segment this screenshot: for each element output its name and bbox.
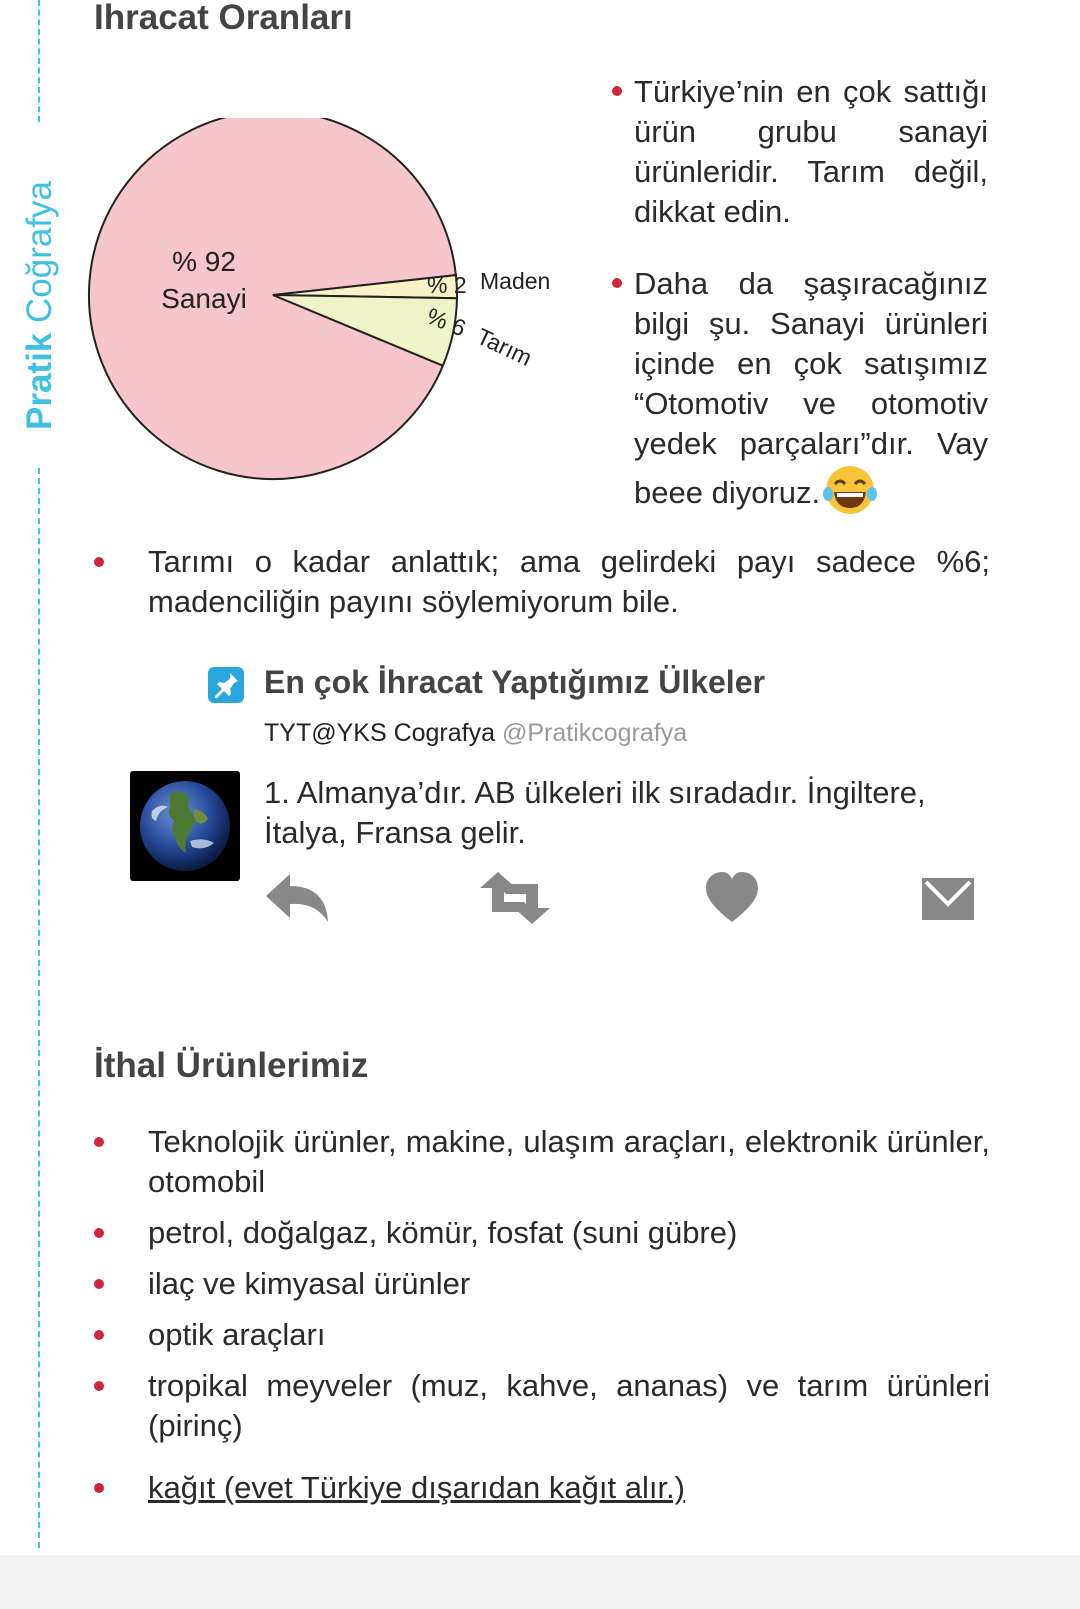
bullet-dot-icon — [94, 1330, 104, 1340]
list-item: petrol, doğalgaz, kömür, fosfat (suni gübre) — [94, 1213, 990, 1253]
pie-value-tarim: % 6 — [423, 302, 470, 342]
bullet-dot-icon — [94, 557, 104, 567]
export-pie-chart — [80, 118, 560, 498]
list-item: tropikal meyveler (muz, kahve, ananas) ve tarım ürünleri (pirinç) — [94, 1366, 990, 1446]
pushpin-icon — [208, 667, 244, 703]
list-item: Daha da şaşıracağınız bilgi şu. Sanayi ürünleri içinde en çok satışımız “Otomotiv ve otomotiv yedek parçaları”dır. Vay beee diyoruz. — [612, 264, 988, 526]
sidebar-title: Pratik Coğrafya — [20, 180, 59, 430]
pie-label-sanayi: Sanayi — [161, 283, 247, 314]
bullet-dot-icon — [94, 1279, 104, 1289]
tweet-author-name: TYT@YKS Cografya — [264, 719, 496, 747]
page-bottom-shade — [0, 1555, 1080, 1609]
agriculture-note-list — [94, 542, 990, 622]
section-title-imports: İthal Ürünlerimiz — [94, 1046, 369, 1085]
sidebar-dashed-line-bottom — [38, 468, 40, 1548]
section-title-exports: Ihracat Oranları — [94, 0, 353, 37]
tweet-text: 1. Almanya’dır. AB ülkeleri ilk sıradadır. İngiltere, İtalya, Fransa gelir. — [264, 775, 926, 850]
list-item: optik araçları — [94, 1315, 990, 1355]
pie-value-sanayi: % 92 — [172, 246, 236, 277]
message-icon[interactable] — [920, 876, 976, 922]
list-item: Teknolojik ürünler, makine, ulaşım araçları, elektronik ürünler, otomobil — [94, 1122, 990, 1202]
bullet-dot-icon — [612, 278, 622, 288]
tweet-title: En çok İhracat Yaptığımız Ülkeler — [264, 664, 765, 700]
list-item: Türkiye’nin en çok sattığı ürün grubu sanayi ürünleridir. Tarım değil, dikkat edin. — [612, 72, 988, 232]
reply-icon[interactable] — [264, 870, 334, 926]
pie-label-tarim: Tarım — [472, 322, 536, 371]
globe-icon — [130, 771, 240, 881]
heart-icon[interactable] — [704, 870, 760, 926]
import-products-list — [94, 1122, 990, 1519]
bullet-dot-icon — [612, 86, 622, 96]
bullet-dot-icon — [94, 1137, 104, 1147]
retweet-icon[interactable] — [478, 870, 552, 926]
list-item: ilaç ve kimyasal ürünler — [94, 1264, 990, 1304]
tweet-author-handle[interactable]: @Pratikcografya — [501, 719, 688, 747]
pie-value-maden: % 2 — [427, 272, 467, 298]
laughing-emoji-icon — [822, 464, 878, 526]
avatar — [130, 771, 240, 881]
export-facts-list — [612, 72, 988, 526]
list-item: kağıt (evet Türkiye dışarıdan kağıt alır.) — [94, 1468, 990, 1508]
bullet-dot-icon — [94, 1228, 104, 1238]
sidebar-dashed-line-top — [38, 0, 40, 122]
pie-label-maden: Maden — [480, 268, 551, 294]
bullet-dot-icon — [94, 1483, 104, 1493]
bullet-dot-icon — [94, 1381, 104, 1391]
tweet-author — [264, 719, 687, 748]
list-item: Tarımı o kadar anlattık; ama gelirdeki payı sadece %6; madenciliğin payını söylemiyorum bile. — [94, 542, 990, 622]
